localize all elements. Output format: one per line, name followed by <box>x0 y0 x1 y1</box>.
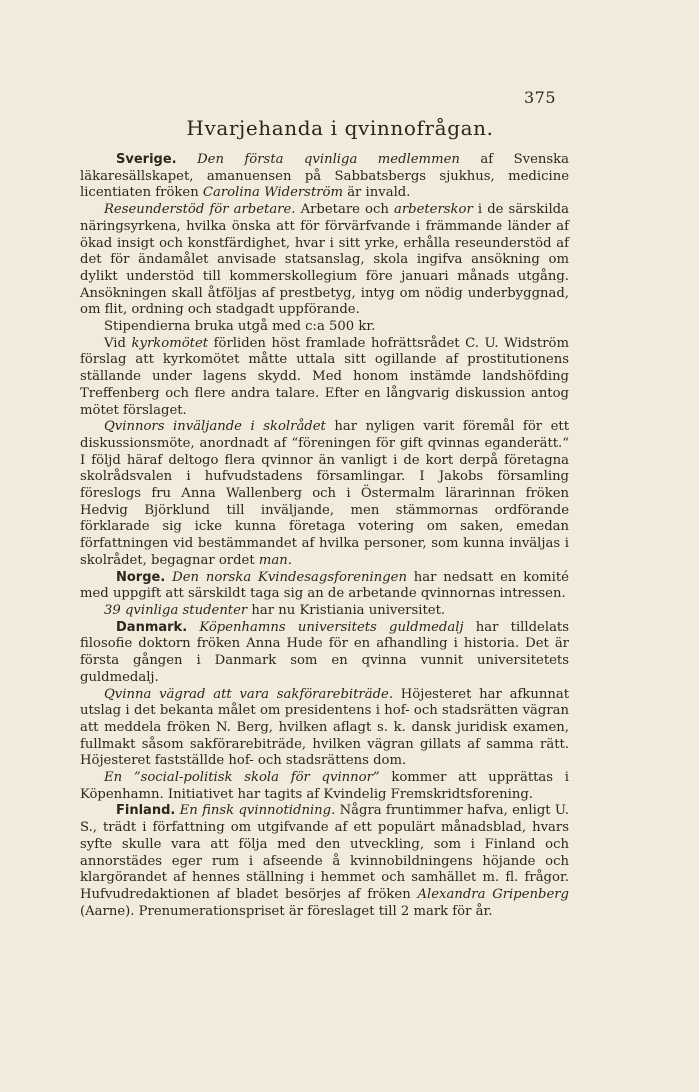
text-run: har nyligen varit föremål för ett diskussionsmöte, anordnadt af “föreningen för gift qvinnas eganderätt.“ I följd häraf deltogo flera qvinnor än vanligt i de kort derpå företagna skolrådsvalen i hufvudstadens församlingar. I Jakobs församling föreslogs fru Anna Wallenberg och i Östermalm lärarinnan fröken Hedvig Björklund till inväljande, men stämmornas ordförande förklarade sig icke kunna företaga votering om saken, emedan författningen vid bestämmandet af hvilka personer, som kunna inväljas i skolrådet, begagnar ordet <box>80 419 569 568</box>
italic-phrase: Den norska Kvindesagsforeningen <box>172 569 407 585</box>
paragraph <box>80 603 569 620</box>
italic-phrase: En finsk qvinnotidning. <box>179 803 336 819</box>
country-heading: Finland. <box>116 803 176 819</box>
text-run: (Aarne). Prenumerationspriset är föreslaget till 2 mark för år. <box>80 903 493 919</box>
paragraph <box>80 419 569 569</box>
country-heading: Sverige. <box>116 152 177 167</box>
text-run: är invald. <box>343 185 411 201</box>
paragraph <box>80 620 569 687</box>
text-run: Arbetare och <box>295 202 394 218</box>
text-run: Vid <box>104 335 132 351</box>
text-run: har nedsatt en komité med uppgift att särskildt taga sig an de arbetande qvinnornas intressen. <box>80 569 569 602</box>
paragraph <box>80 336 569 420</box>
italic-phrase: Alexandra Gripenberg <box>417 886 569 902</box>
text-run: förliden höst framlade hofrättsrådet C. U. Widström förslag att kyrkomötet måtte uttala sitt ogillande af prostitutionens ställande under lagens skydd. Med honom instämde landshöfding Treffenberg och flere andra talare. Efter en långvarig diskussion antog mötet förslaget. <box>80 335 569 418</box>
text-run: har tilldelats filosofie doktorn fröken Anna Hude för en afhandling i historia. Det är första gången i Danmark som en qvinna vunnit universitetets guldmedalj. <box>80 619 569 685</box>
paragraph <box>80 570 569 603</box>
italic-phrase: Den första qvinliga medlemmen <box>197 152 460 167</box>
article-body <box>80 152 569 920</box>
text-run: Höjesteret har afkunnat utslag i det bekanta målet om presidentens i hof- och stadsrätten vägran att meddela fröken N. Berg, hvilken aflagt s. k. dansk juridisk examen, fullmakt såsom sakförarebiträde, hvilken vägran gillats af samma rätt. Höjesteret fastställde hof- och stadsrättens dom. <box>80 686 569 769</box>
italic-phrase: Carolina Widerström <box>202 185 343 201</box>
italic-phrase: kyrkomötet <box>131 335 209 351</box>
country-heading: Danmark. <box>116 619 188 635</box>
italic-phrase: man. <box>258 552 292 568</box>
text-run: i de särskilda näringsyrkena, hvilka önska att för förvärfvande i främmande länder af ökad insigt och konstfärdighet, hvar i sitt yrke, erhålla reseunderstöd af det för ändamålet anvisade statsanslag, skola ingifva ansökning om dylikt understöd till kommerskollegium före januari månads utgång. Ansökningen skall åtföljas af prestbetyg, intyg om nödig underbyggnad, om flit, ordning och stadgadt uppförande. <box>80 202 569 318</box>
paragraph <box>80 319 569 336</box>
text-run: kommer att upprättas i Köpenhamn. Initiativet har tagits af Kvindelig Fremskridtsforening. <box>80 770 569 802</box>
paragraph <box>80 687 569 771</box>
text-run: Några fruntimmer hafva, enligt U. S., trädt i författning om utgifvande af ett populärt månadsblad, hvars syfte skulle vara att följa med den utveckling, som i Finland och annorstädes eger rum i afseende å kvinnobildningens höjande och klargörandet af hennes ställning i hemmet och samhället m. fl. frågor. Hufvudredaktionen af bladet besörjes af fröken <box>80 803 569 902</box>
paragraph <box>80 770 569 803</box>
country-heading: Norge. <box>116 569 166 585</box>
paragraph <box>80 152 569 202</box>
italic-phrase: arbeterskor <box>393 202 473 218</box>
italic-phrase: 39 qvinliga studenter <box>104 602 248 618</box>
paragraph <box>80 803 569 920</box>
italic-phrase: Köpenhamns universitets guldmedalj <box>199 619 464 635</box>
text-run: har nu Kristiania universitet. <box>247 602 446 618</box>
italic-phrase: Reseunderstöd för arbetare. <box>104 202 296 218</box>
text-run: af Svenska läkaresällskapet, amanuensen på Sabbatsbergs sjukhus, medicine licentiaten fröken <box>80 152 569 201</box>
italic-phrase: Qvinna vägrad att vara sakförarebiträde. <box>104 686 394 702</box>
text-run: Stipendierna bruka utgå med c:a 500 kr. <box>104 319 376 335</box>
italic-phrase: En ”social-politisk skola för qvinnor” <box>104 770 380 786</box>
italic-phrase: Qvinnors inväljande i skolrådet <box>104 419 326 435</box>
paragraph <box>80 202 569 319</box>
page-number: 375 <box>524 88 557 107</box>
page-title: Hvarjehanda i qvinnofrågan. <box>186 116 494 140</box>
